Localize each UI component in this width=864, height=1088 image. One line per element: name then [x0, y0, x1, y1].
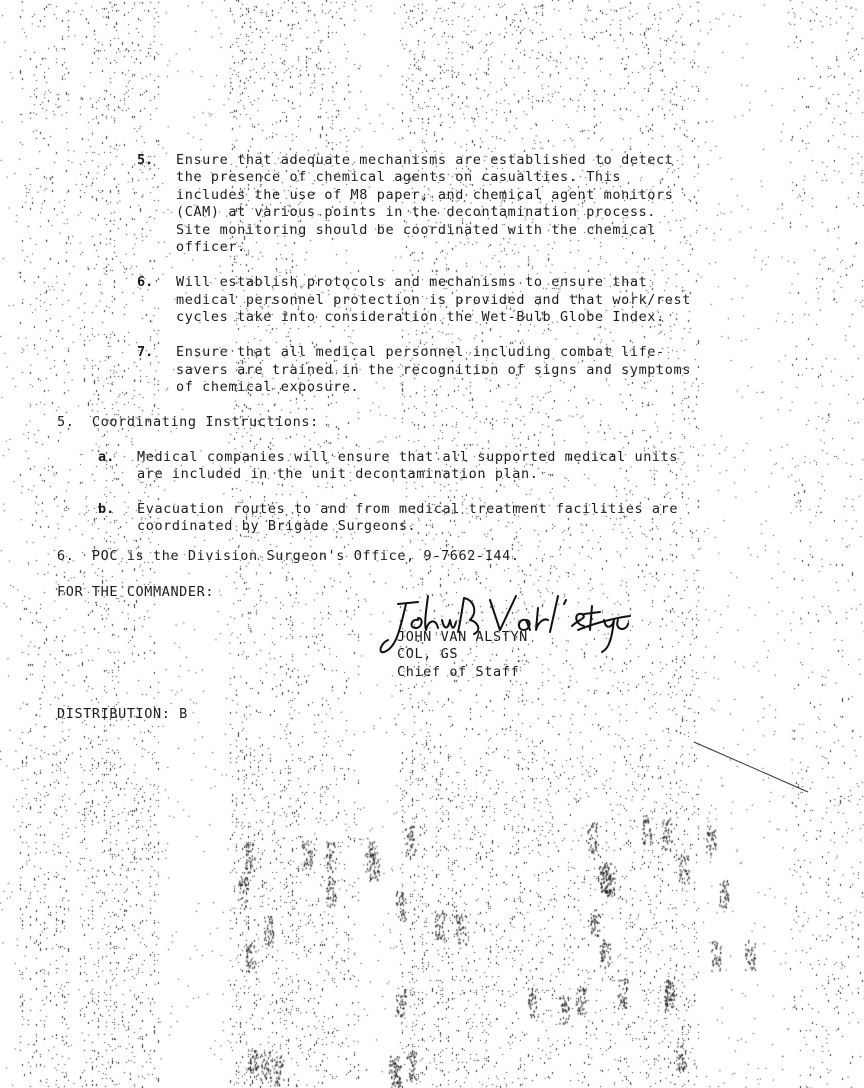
paragraph-line: coordinated by Brigade Surgeons.	[137, 518, 417, 534]
paragraph-line: savers are trained in the recognition of signs and symptoms	[176, 362, 691, 378]
paragraph-line: of chemical exposure.	[176, 379, 360, 395]
paragraph-number: 7.	[137, 344, 154, 360]
paragraph-number: 5.	[137, 152, 154, 168]
paragraph-line: (CAM) at various points in the decontamination process.	[176, 204, 657, 220]
subparagraph-letter: a.	[98, 449, 115, 465]
paragraph-line: Ensure that adequate mechanisms are established to detect	[176, 152, 674, 168]
paragraph-line: Site monitoring should be coordinated with the chemical	[176, 222, 657, 238]
for-commander: FOR THE COMMANDER:	[57, 584, 215, 600]
paragraph-line: officer.	[176, 239, 246, 255]
paragraph-line: includes the use of M8 paper, and chemical agent monitors	[176, 187, 674, 203]
paragraph-line: Will establish protocols and mechanisms to ensure that	[176, 274, 648, 290]
paragraph-line: Medical companies will ensure that all supported medical units	[137, 449, 679, 465]
subparagraph-letter: b.	[98, 501, 115, 517]
paragraph-line: the presence of chemical agents on casualties. This	[176, 169, 622, 185]
paragraph-number: 6.	[137, 274, 154, 290]
scan-artifact-line	[692, 740, 812, 800]
paragraph-line: Ensure that all medical personnel including combat life-	[176, 344, 665, 360]
signer-name: JOHN VAN ALSTYN	[397, 629, 528, 645]
distribution-line: DISTRIBUTION: B	[57, 706, 188, 722]
paragraph-line: cycles take into consideration the Wet-Bulb Globe Index.	[176, 309, 665, 325]
signer-rank: COL, GS	[397, 646, 459, 662]
section-heading: 5. Coordinating Instructions:	[57, 414, 319, 430]
paragraph-line: Evacuation routes to and from medical treatment facilities are	[137, 501, 679, 517]
poc-line: 6. POC is the Division Surgeon's Office, 9-7662-144.	[57, 548, 520, 564]
signer-title: Chief of Staff	[397, 664, 520, 680]
paragraph-line: medical personnel protection is provided and that work/rest	[176, 292, 691, 308]
paragraph-line: are included in the unit decontamination plan.	[137, 466, 539, 482]
